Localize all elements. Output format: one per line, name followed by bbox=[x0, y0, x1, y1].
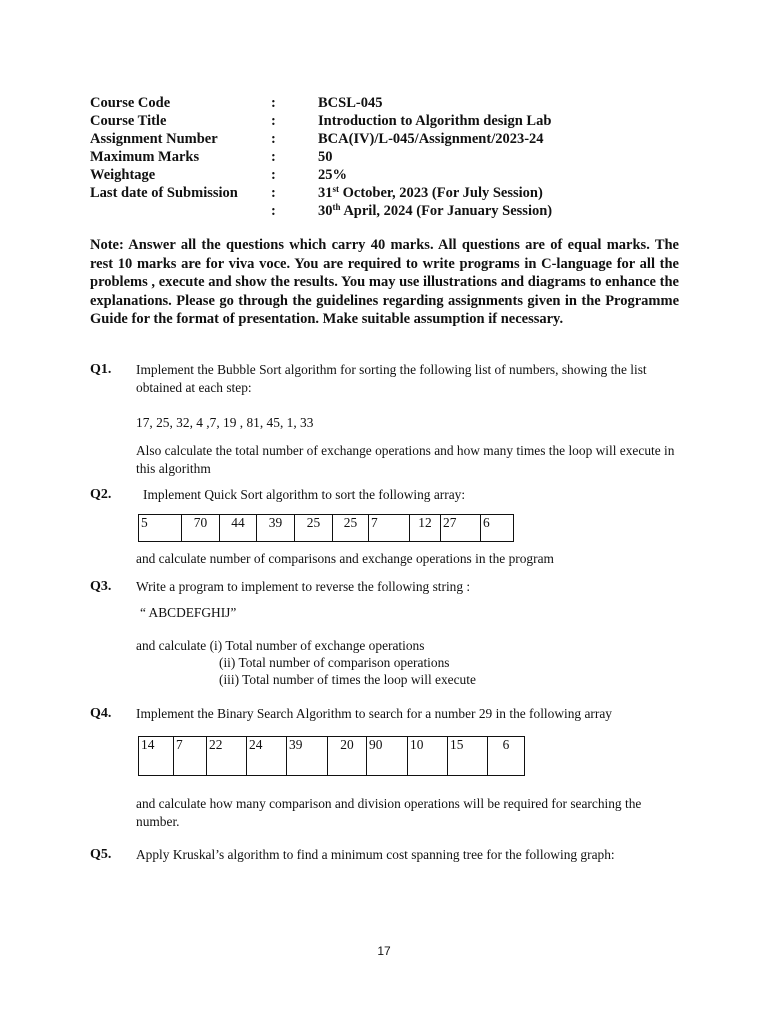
info-label: Assignment Number bbox=[90, 131, 218, 147]
q3-string: “ ABCDEFGHIJ” bbox=[140, 605, 237, 620]
q1-followup: Also calculate the total number of exchange operations and how many times the loop will execute in this algorithm bbox=[136, 443, 675, 476]
question-number: Q2. bbox=[90, 487, 112, 502]
array-cell: 14 bbox=[139, 737, 174, 776]
array-cell: 6 bbox=[481, 515, 514, 542]
array-cell: 39 bbox=[287, 737, 328, 776]
array-cell: 25 bbox=[333, 515, 369, 542]
info-value: 25% bbox=[318, 167, 347, 183]
array-cell: 5 bbox=[139, 515, 182, 542]
q3-calc-ii: (ii) Total number of comparison operations bbox=[219, 655, 450, 670]
date-ordinal: th bbox=[332, 202, 341, 212]
array-cell: 7 bbox=[174, 737, 207, 776]
info-colon: : bbox=[271, 149, 276, 165]
q2-array-table bbox=[138, 514, 514, 542]
array-cell: 6 bbox=[488, 737, 525, 776]
info-value bbox=[318, 202, 552, 220]
info-label: Course Code bbox=[90, 95, 171, 111]
instructions-note: Note: Answer all the questions which carry 40 marks. All questions are of equal marks. The rest 10 marks are for viva voce. You are required to write programs in C-language for all the problems , execute and show the results. You may use illustrations and diagrams to enhance the explanations. Please go through the guidelines regarding assignments given in the Programme Guide for the format of presentation. Make suitable assumption if necessary. bbox=[90, 237, 679, 328]
q4-array-table bbox=[138, 736, 525, 776]
q4-followup: and calculate how many comparison and division operations will be required for searching the number. bbox=[136, 796, 642, 829]
info-colon: : bbox=[271, 131, 276, 147]
array-cell: 7 bbox=[369, 515, 410, 542]
info-colon: : bbox=[271, 185, 276, 201]
page-number: 17 bbox=[377, 944, 391, 958]
date-rest: April, 2024 (For January Session) bbox=[340, 203, 553, 219]
q3-calc-iii: (iii) Total number of times the loop will execute bbox=[219, 672, 476, 687]
table-row bbox=[139, 737, 525, 776]
info-value: Introduction to Algorithm design Lab bbox=[318, 113, 552, 129]
question-text: Implement the Bubble Sort algorithm for sorting the following list of numbers, showing the list obtained at each step: bbox=[136, 362, 647, 395]
info-label: Weightage bbox=[90, 167, 156, 183]
question-text: Apply Kruskal’s algorithm to find a minimum cost spanning tree for the following graph: bbox=[136, 847, 615, 862]
question-text: Write a program to implement to reverse the following string : bbox=[136, 579, 471, 594]
info-colon: : bbox=[271, 95, 276, 111]
info-colon: : bbox=[271, 203, 276, 219]
array-cell: 22 bbox=[207, 737, 247, 776]
question-number: Q5. bbox=[90, 847, 112, 862]
array-cell: 24 bbox=[247, 737, 287, 776]
info-value: BCSL-045 bbox=[318, 95, 383, 111]
array-cell: 25 bbox=[295, 515, 333, 542]
array-cell: 12 bbox=[410, 515, 441, 542]
info-colon: : bbox=[271, 167, 276, 183]
info-label: Maximum Marks bbox=[90, 149, 200, 165]
q2-followup: and calculate number of comparisons and exchange operations in the program bbox=[136, 551, 554, 566]
question-number: Q1. bbox=[90, 362, 112, 377]
q3-calc-i: and calculate (i) Total number of exchange operations bbox=[136, 638, 425, 653]
array-cell: 27 bbox=[441, 515, 481, 542]
q1-number-list: 17, 25, 32, 4 ,7, 19 , 81, 45, 1, 33 bbox=[136, 415, 314, 430]
question-text: Implement Quick Sort algorithm to sort the following array: bbox=[143, 487, 466, 502]
info-value: 50 bbox=[318, 149, 333, 165]
info-label: Last date of Submission bbox=[90, 185, 238, 201]
info-value bbox=[318, 184, 543, 202]
array-cell: 10 bbox=[408, 737, 448, 776]
table-row bbox=[139, 515, 514, 542]
question-number: Q4. bbox=[90, 706, 112, 721]
array-cell: 44 bbox=[220, 515, 257, 542]
array-cell: 15 bbox=[448, 737, 488, 776]
date-day: 30 bbox=[318, 203, 333, 219]
question-text: Implement the Binary Search Algorithm to search for a number 29 in the following array bbox=[136, 706, 612, 721]
question-number: Q3. bbox=[90, 579, 112, 594]
info-value: BCA(IV)/L-045/Assignment/2023-24 bbox=[318, 131, 544, 147]
array-cell: 90 bbox=[367, 737, 408, 776]
date-rest: October, 2023 (For July Session) bbox=[339, 185, 543, 201]
info-colon: : bbox=[271, 113, 276, 129]
info-label: Course Title bbox=[90, 113, 167, 129]
array-cell: 20 bbox=[328, 737, 367, 776]
array-cell: 39 bbox=[257, 515, 295, 542]
date-day: 31 bbox=[318, 185, 333, 201]
array-cell: 70 bbox=[182, 515, 220, 542]
date-ordinal: st bbox=[332, 184, 339, 194]
